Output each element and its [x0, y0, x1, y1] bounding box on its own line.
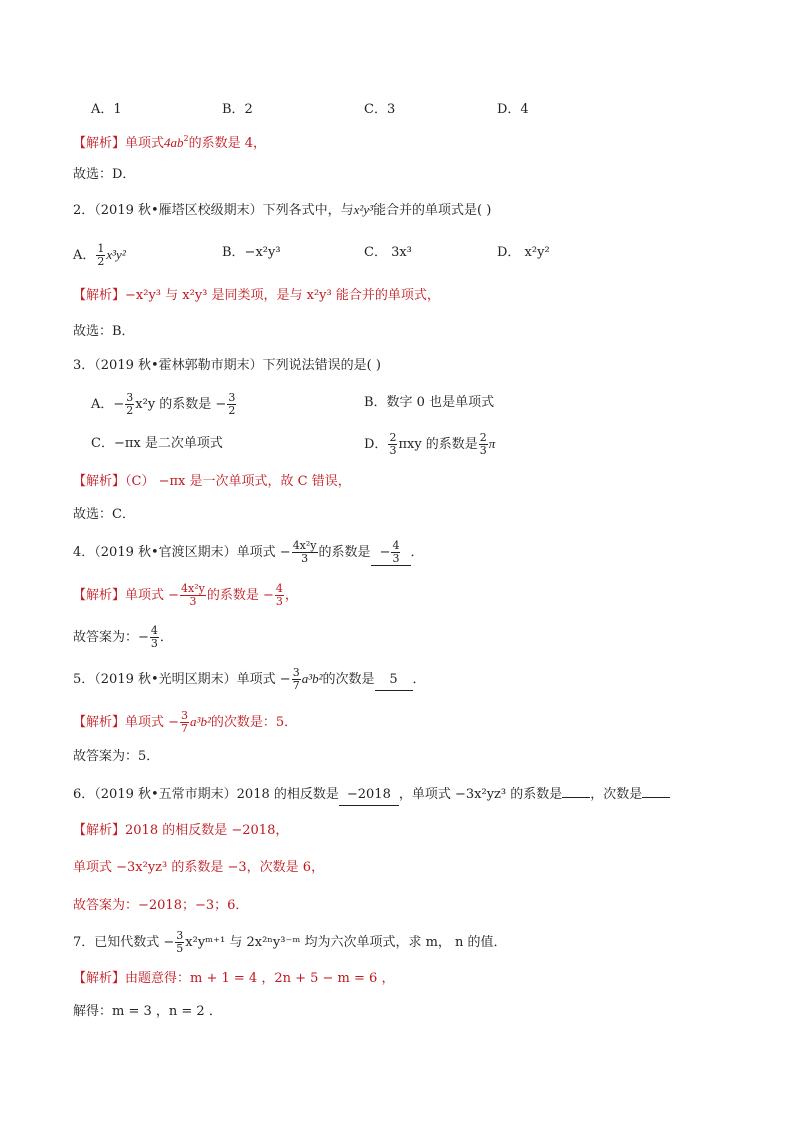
q2-option-d: D． x²y²: [497, 245, 550, 260]
q3-analysis: 【解析】（C） −πx 是一次单项式，故 C 错误，: [73, 474, 351, 489]
q2-option-b: B．−x²y³: [222, 245, 281, 260]
q4-answer: 故答案为：− $\frac{4}{3}$ ．: [73, 624, 173, 650]
q3-stem: 3．（2019 秋•霍林郭勒市期末）下列说法错误的是( ): [73, 358, 381, 373]
q4-analysis: 【解析】单项式 − $\frac{\text{4x²y}}{3}$ 的系数是 − $\frac{4}{3}$ ，: [73, 582, 298, 608]
q5-stem: 5．（2019 秋•光明区期末）单项式 − $\frac{3}{7}$ a³b²的次数是 5 ．: [73, 666, 426, 692]
q3-option-a: A．− $\frac{3}{2}$ x²y 的系数是 − $\frac{3}{2}$: [91, 391, 236, 417]
q3-option-c: C．−πx 是二次单项式: [91, 436, 223, 451]
q2-stem: 2．（2019 秋•雁塔区校级期末）下列各式中，与x²y³能合并的单项式是( ): [73, 202, 492, 218]
q1-answer: 故选：D．: [73, 167, 136, 182]
q7-analysis: 【解析】由题意得：m + 1 = 4 ，2n + 5 − m = 6 ，: [73, 971, 395, 986]
q1-option-b: B．2: [222, 102, 253, 117]
q1-option-c: C．3: [364, 102, 396, 117]
q1-option-d: D．4: [497, 102, 529, 117]
q2-answer: 故选：B．: [73, 324, 135, 339]
q4-stem: 4．（2019 秋•官渡区期末）单项式 − $\frac{\text{4x²y}}{3}$ 的系数是 − $\frac{4}{3}$ ．: [73, 539, 424, 565]
q2-analysis: 【解析】−x²y³ 与 x²y³ 是同类项，是与 x²y³ 能合并的单项式，: [73, 288, 440, 303]
q5-analysis: 【解析】单项式 − $\frac{3}{7}$ a³b²的次数是：5．: [73, 709, 298, 735]
q2-option-a: A． $\frac{1}{2}$ x³y²: [73, 242, 126, 268]
q1-analysis: 【解析】单项式$4ab^2$的系数是 4，: [73, 134, 267, 151]
q1-option-a: A．1: [91, 102, 122, 117]
q3-answer: 故选：C．: [73, 507, 135, 522]
q6-analysis: 【解析】2018 的相反数是 −2018，: [73, 823, 289, 838]
q6-answer: 故答案为：−2018；−3；6．: [73, 898, 249, 913]
q5-answer: 故答案为：5．: [73, 749, 160, 764]
q3-option-b: B．数字 0 也是单项式: [364, 395, 495, 410]
q7-answer: 解得：m = 3 ，n = 2 ．: [73, 1004, 222, 1019]
q6-analysis-line2: 单项式 −3x²yz³ 的系数是 −3，次数是 6，: [73, 860, 325, 875]
q7-stem: 7．已知代数式 − $\frac{3}{5}$ x²yᵐ⁺¹ 与 2x²ⁿy³⁻ᵐ 均为六次单项式，求 m， n 的值．: [73, 929, 507, 955]
q6-stem: 6．（2019 秋•五常市期末）2018 的相反数是 −2018 ，单项式 −3x²yz³ 的系数是 ，次数是: [73, 785, 670, 806]
q3-option-d: D． $\frac{2}{3}$ πxy 的系数是 $\frac{2}{3}$ π: [364, 431, 496, 457]
q2-option-c: C． 3x³: [364, 245, 412, 260]
